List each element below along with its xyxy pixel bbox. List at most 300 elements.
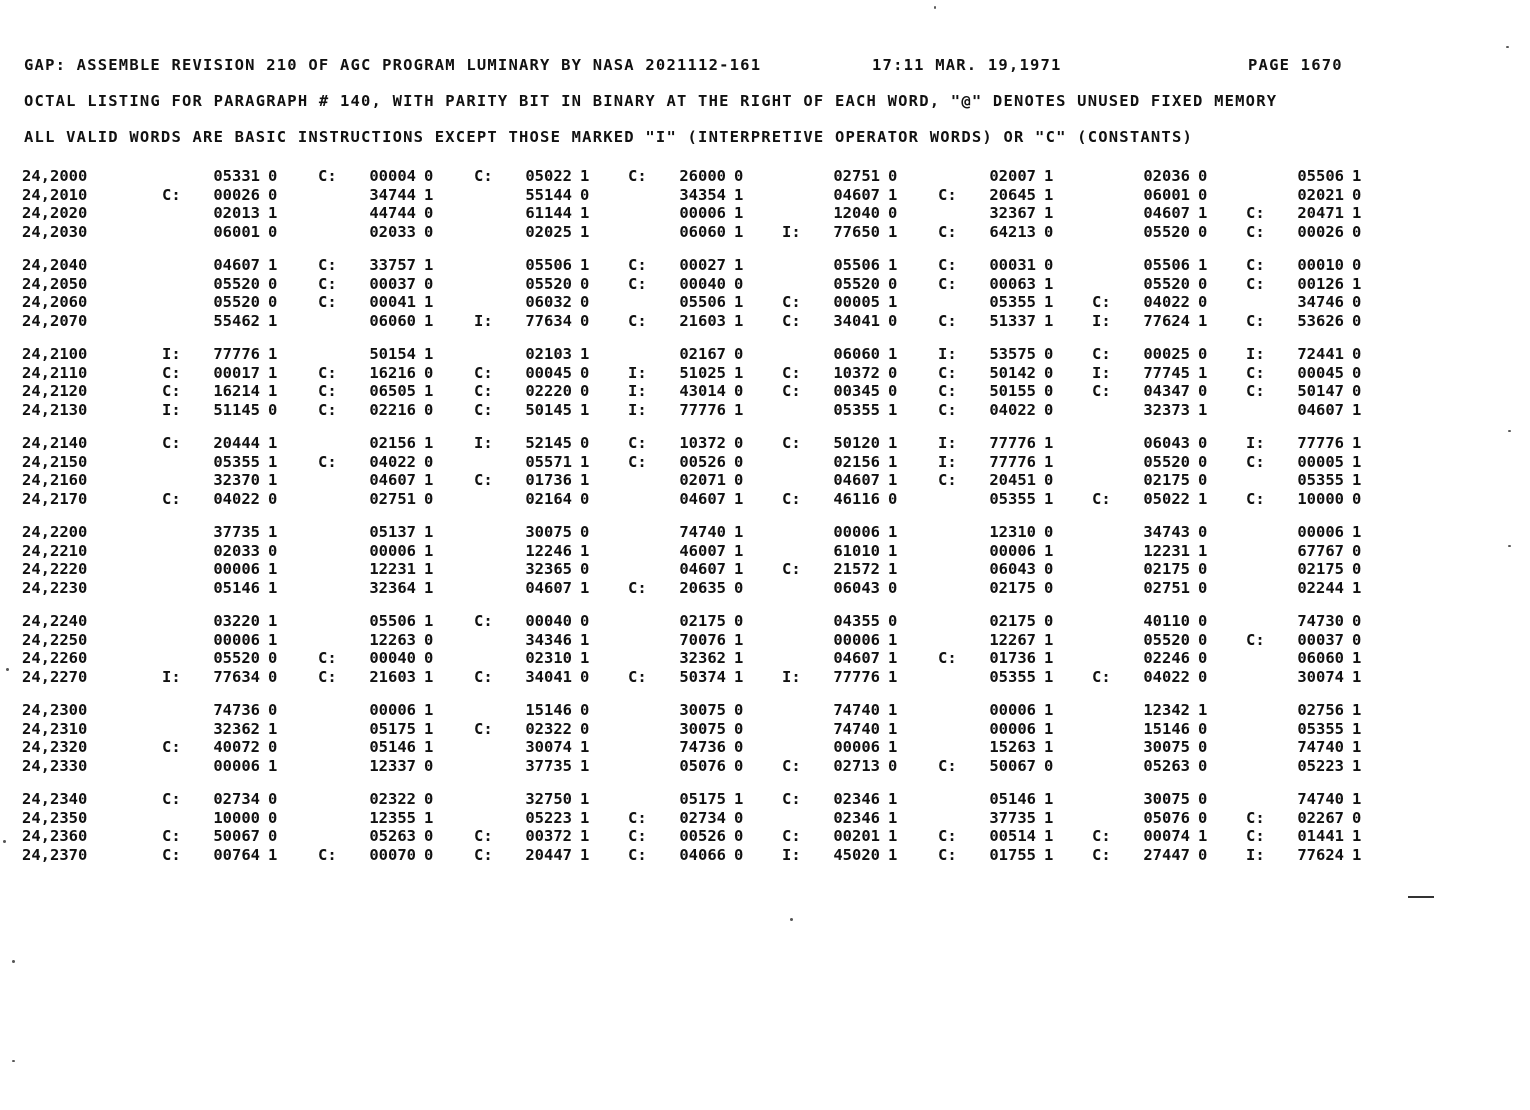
octal-word: 43014	[679, 382, 726, 400]
parity-bit: 0	[1198, 274, 1208, 293]
word-cell	[628, 668, 744, 686]
row-address: 24,2110	[22, 363, 88, 382]
parity-bit: 0	[268, 541, 278, 560]
octal-word: 77776	[1297, 434, 1344, 452]
octal-word: 04022	[989, 400, 1036, 419]
listing-row	[22, 809, 1362, 828]
parity-bit: 1	[888, 222, 898, 241]
parity-bit: 1	[1198, 827, 1208, 845]
octal-word: 05506	[679, 293, 726, 311]
parity-bit: 1	[888, 738, 898, 756]
word-cell	[162, 312, 278, 330]
word-cell	[474, 382, 590, 400]
word-cell	[782, 453, 898, 471]
parity-bit: 1	[734, 185, 744, 204]
octal-word: 37735	[989, 808, 1036, 827]
word-marker	[782, 204, 800, 222]
word-cell	[474, 757, 590, 775]
parity-bit: 1	[268, 382, 278, 400]
parity-bit: 1	[268, 523, 278, 541]
listing-block	[22, 790, 1362, 864]
word-cell	[782, 167, 898, 185]
word-marker: C:	[782, 489, 801, 508]
parity-bit: 1	[1352, 790, 1362, 808]
parity-bit: 1	[1044, 719, 1054, 738]
parity-bit: 1	[424, 471, 434, 489]
octal-word: 03220	[213, 612, 260, 630]
word-marker	[474, 631, 492, 649]
octal-word: 05520	[213, 274, 260, 293]
octal-word: 00017	[213, 363, 260, 382]
octal-word: 32750	[525, 790, 572, 808]
word-marker	[1246, 579, 1264, 597]
word-marker	[318, 471, 336, 489]
word-cell	[318, 668, 434, 686]
parity-bit: 0	[1352, 808, 1362, 827]
word-cell	[782, 809, 898, 827]
parity-bit: 0	[734, 578, 744, 597]
word-cell	[162, 345, 278, 363]
octal-word: 04607	[833, 185, 880, 204]
parity-bit: 1	[734, 256, 744, 274]
parity-bit: 0	[734, 756, 744, 775]
word-marker	[1246, 293, 1264, 311]
word-cell	[162, 364, 278, 382]
octal-word: 05223	[1297, 756, 1344, 775]
parity-bit: 1	[268, 471, 278, 489]
word-marker	[318, 701, 336, 719]
parity-bit: 0	[580, 311, 590, 330]
word-cell	[628, 312, 744, 330]
parity-bit: 0	[888, 311, 898, 330]
parity-bit: 1	[424, 541, 434, 560]
word-cell	[1246, 167, 1362, 185]
parity-bit: 1	[580, 790, 590, 808]
word-marker	[938, 809, 956, 827]
word-cell	[628, 275, 744, 293]
parity-bit: 1	[580, 649, 590, 667]
parity-bit: 0	[1044, 222, 1054, 241]
parity-bit: 0	[1044, 363, 1054, 382]
word-marker	[162, 649, 180, 667]
word-cell	[162, 846, 278, 864]
word-marker	[782, 167, 800, 185]
octal-word: 34041	[525, 667, 572, 686]
parity-bit: 1	[268, 452, 278, 471]
parity-bit: 1	[424, 667, 434, 686]
octal-word: 00025	[1143, 345, 1190, 363]
word-cell	[938, 809, 1054, 827]
parity-bit: 0	[1044, 382, 1054, 400]
parity-bit: 0	[1352, 630, 1362, 649]
word-cell	[1092, 738, 1208, 756]
word-marker	[1092, 560, 1110, 578]
parity-bit: 1	[424, 701, 434, 719]
word-cell	[474, 223, 590, 241]
parity-bit: 0	[1198, 790, 1208, 808]
listing-subtitle: OCTAL LISTING FOR PARAGRAPH # 140, WITH PARITY BIT IN BINARY AT THE RIGHT OF EACH WORD, "@" DENOTES UNUSED FIXED MEMORY	[24, 92, 1278, 110]
row-address: 24,2350	[22, 808, 88, 827]
octal-word: 12267	[989, 630, 1036, 649]
word-marker	[938, 293, 956, 311]
word-marker	[474, 809, 492, 827]
word-cell	[1246, 345, 1362, 363]
octal-word: 01736	[525, 471, 572, 489]
word-marker	[628, 720, 646, 738]
parity-bit: 0	[734, 434, 744, 452]
octal-word: 02156	[369, 434, 416, 452]
word-marker	[1246, 612, 1264, 630]
parity-bit: 0	[268, 167, 278, 185]
row-address: 24,2120	[22, 382, 88, 400]
parity-bit: 1	[1044, 434, 1054, 452]
word-marker	[1246, 668, 1264, 686]
parity-bit: 0	[424, 167, 434, 185]
parity-bit: 1	[580, 578, 590, 597]
parity-bit: 0	[1198, 719, 1208, 738]
word-cell	[628, 345, 744, 363]
parity-bit: 1	[1198, 541, 1208, 560]
word-marker: I:	[162, 667, 181, 686]
parity-bit: 1	[1352, 471, 1362, 489]
word-marker: I:	[782, 845, 801, 864]
parity-bit: 0	[1352, 612, 1362, 630]
word-cell	[1092, 453, 1208, 471]
word-cell	[318, 382, 434, 400]
octal-word: 02216	[369, 400, 416, 419]
parity-bit: 0	[1044, 345, 1054, 363]
word-marker	[1092, 186, 1110, 204]
word-marker	[318, 720, 336, 738]
octal-word: 00006	[679, 204, 726, 222]
word-marker	[782, 186, 800, 204]
word-cell	[474, 312, 590, 330]
word-cell	[1092, 668, 1208, 686]
word-marker: C:	[628, 667, 647, 686]
word-marker	[318, 345, 336, 363]
parity-bit: 0	[1198, 756, 1208, 775]
parity-bit: 0	[580, 612, 590, 630]
parity-bit: 1	[1198, 204, 1208, 222]
parity-bit: 0	[1352, 541, 1362, 560]
parity-bit: 0	[1198, 345, 1208, 363]
parity-bit: 1	[424, 523, 434, 541]
parity-bit: 1	[580, 541, 590, 560]
octal-word: 51025	[679, 363, 726, 382]
word-cell	[1246, 490, 1362, 508]
word-cell	[1092, 757, 1208, 775]
octal-word: 02033	[213, 541, 260, 560]
word-marker	[782, 401, 800, 419]
octal-word: 37735	[525, 756, 572, 775]
octal-word: 04066	[679, 845, 726, 864]
word-marker	[162, 293, 180, 311]
octal-word: 02713	[833, 756, 880, 775]
octal-word: 05223	[525, 808, 572, 827]
word-cell	[938, 345, 1054, 363]
octal-word: 50145	[525, 400, 572, 419]
parity-bit: 1	[888, 434, 898, 452]
listing-row	[22, 720, 1362, 739]
word-cell	[1246, 312, 1362, 330]
word-marker: C:	[474, 719, 493, 738]
word-cell	[782, 345, 898, 363]
parity-bit: 0	[268, 222, 278, 241]
parity-bit: 1	[734, 489, 744, 508]
octal-word: 02220	[525, 382, 572, 400]
octal-word: 51145	[213, 400, 260, 419]
word-marker	[782, 701, 800, 719]
octal-word: 50154	[369, 345, 416, 363]
octal-word: 02244	[1297, 578, 1344, 597]
octal-word: 00045	[525, 363, 572, 382]
octal-word: 05520	[525, 274, 572, 293]
parity-bit: 1	[1044, 845, 1054, 864]
parity-bit: 0	[580, 560, 590, 578]
word-marker: I:	[628, 400, 647, 419]
word-marker	[782, 631, 800, 649]
row-address: 24,2020	[22, 204, 88, 222]
word-marker	[1092, 223, 1110, 241]
octal-word: 02007	[989, 167, 1036, 185]
word-marker	[162, 542, 180, 560]
parity-bit: 0	[580, 523, 590, 541]
word-marker: C:	[938, 382, 957, 400]
word-marker	[474, 490, 492, 508]
octal-word: 05137	[369, 523, 416, 541]
word-cell	[1246, 757, 1362, 775]
word-marker	[162, 312, 180, 330]
word-marker: C:	[318, 400, 337, 419]
parity-bit: 0	[1198, 167, 1208, 185]
word-marker	[474, 204, 492, 222]
octal-word: 45020	[833, 845, 880, 864]
parity-bit: 1	[268, 719, 278, 738]
parity-bit: 0	[424, 756, 434, 775]
octal-word: 50067	[989, 756, 1036, 775]
parity-bit: 0	[734, 382, 744, 400]
octal-word: 16216	[369, 363, 416, 382]
word-cell	[318, 256, 434, 274]
octal-word: 21603	[369, 667, 416, 686]
word-cell	[1092, 701, 1208, 719]
word-marker: I:	[938, 345, 957, 363]
row-address: 24,2060	[22, 293, 88, 311]
word-cell	[1092, 223, 1208, 241]
octal-word: 02071	[679, 471, 726, 489]
word-marker	[938, 631, 956, 649]
parity-bit: 1	[580, 827, 590, 845]
parity-bit: 1	[580, 167, 590, 185]
parity-bit: 0	[580, 382, 590, 400]
word-marker	[318, 827, 336, 845]
word-marker	[782, 256, 800, 274]
word-marker: C:	[782, 756, 801, 775]
octal-word: 00041	[369, 293, 416, 311]
octal-word: 04347	[1143, 382, 1190, 400]
word-marker: I:	[1246, 434, 1265, 452]
word-cell	[938, 523, 1054, 541]
listing-row	[22, 542, 1362, 561]
parity-bit: 1	[268, 256, 278, 274]
parity-bit: 1	[1352, 523, 1362, 541]
octal-word: 04607	[525, 578, 572, 597]
word-marker	[1092, 738, 1110, 756]
word-marker	[474, 345, 492, 363]
parity-bit: 0	[424, 630, 434, 649]
parity-bit: 1	[1044, 274, 1054, 293]
word-marker: C:	[318, 452, 337, 471]
word-marker	[1246, 523, 1264, 541]
word-marker: C:	[628, 808, 647, 827]
octal-word: 00006	[369, 701, 416, 719]
parity-bit: 0	[268, 667, 278, 686]
parity-bit: 1	[580, 630, 590, 649]
word-marker	[782, 579, 800, 597]
octal-word: 00040	[369, 649, 416, 667]
word-cell	[318, 720, 434, 738]
parity-bit: 0	[888, 167, 898, 185]
word-cell	[938, 490, 1054, 508]
word-cell	[938, 382, 1054, 400]
word-marker	[474, 560, 492, 578]
octal-word: 77776	[833, 667, 880, 686]
word-cell	[938, 204, 1054, 222]
word-cell	[628, 701, 744, 719]
word-marker	[1092, 523, 1110, 541]
octal-word: 02346	[833, 808, 880, 827]
word-marker	[628, 345, 646, 363]
octal-word: 33757	[369, 256, 416, 274]
word-marker	[162, 757, 180, 775]
row-address: 24,2270	[22, 667, 88, 686]
word-cell	[1092, 382, 1208, 400]
word-marker: C:	[318, 845, 337, 864]
parity-bit: 1	[424, 612, 434, 630]
parity-bit: 1	[1198, 311, 1208, 330]
word-cell	[628, 382, 744, 400]
word-marker	[628, 542, 646, 560]
word-cell	[318, 434, 434, 452]
word-marker: C:	[318, 293, 337, 311]
octal-word: 61010	[833, 541, 880, 560]
word-marker	[938, 612, 956, 630]
word-marker	[1092, 701, 1110, 719]
word-cell	[938, 720, 1054, 738]
octal-word: 05520	[1143, 452, 1190, 471]
word-marker	[474, 542, 492, 560]
word-cell	[318, 401, 434, 419]
word-cell	[938, 275, 1054, 293]
word-marker	[1246, 186, 1264, 204]
parity-bit: 1	[424, 382, 434, 400]
octal-word: 74730	[1297, 612, 1344, 630]
word-cell	[1246, 471, 1362, 489]
parity-bit: 0	[268, 649, 278, 667]
parity-bit: 1	[268, 845, 278, 864]
octal-word: 01736	[989, 649, 1036, 667]
word-marker: C:	[318, 649, 337, 667]
word-marker	[1092, 471, 1110, 489]
word-marker: C:	[162, 827, 181, 845]
word-cell	[162, 542, 278, 560]
word-cell	[162, 560, 278, 578]
parity-bit: 1	[424, 345, 434, 363]
word-cell	[782, 846, 898, 864]
word-cell	[318, 542, 434, 560]
listing-row	[22, 846, 1362, 865]
word-marker	[938, 490, 956, 508]
octal-word: 77634	[525, 311, 572, 330]
parity-bit: 0	[1044, 612, 1054, 630]
parity-bit: 1	[888, 400, 898, 419]
octal-word: 26000	[679, 167, 726, 185]
parity-bit: 0	[580, 701, 590, 719]
octal-word: 04607	[679, 560, 726, 578]
octal-word: 10000	[213, 808, 260, 827]
word-marker	[1092, 790, 1110, 808]
word-cell	[628, 560, 744, 578]
parity-bit: 1	[580, 256, 590, 274]
octal-word: 04607	[369, 471, 416, 489]
parity-bit: 1	[888, 827, 898, 845]
parity-bit: 0	[580, 185, 590, 204]
parity-bit: 0	[734, 845, 744, 864]
octal-word: 34744	[369, 185, 416, 204]
row-address: 24,2050	[22, 274, 88, 293]
octal-word: 12337	[369, 756, 416, 775]
octal-word: 32362	[213, 719, 260, 738]
parity-bit: 1	[1044, 738, 1054, 756]
word-marker	[1092, 542, 1110, 560]
word-marker	[1092, 275, 1110, 293]
word-marker	[938, 542, 956, 560]
octal-word: 05076	[1143, 808, 1190, 827]
word-marker: C:	[474, 167, 493, 185]
row-address: 24,2040	[22, 256, 88, 274]
word-marker	[162, 223, 180, 241]
word-marker	[318, 790, 336, 808]
word-cell	[938, 846, 1054, 864]
octal-word: 02734	[213, 790, 260, 808]
octal-word: 10372	[833, 363, 880, 382]
word-marker	[782, 649, 800, 667]
parity-bit: 0	[1198, 612, 1208, 630]
parity-bit: 0	[734, 612, 744, 630]
word-marker	[474, 790, 492, 808]
word-marker: C:	[474, 845, 493, 864]
octal-word: 02751	[833, 167, 880, 185]
octal-word: 00126	[1297, 274, 1344, 293]
parity-bit: 1	[734, 790, 744, 808]
word-cell	[1092, 720, 1208, 738]
octal-word: 00026	[213, 185, 260, 204]
word-cell	[474, 186, 590, 204]
word-cell	[1092, 312, 1208, 330]
word-marker: C:	[628, 845, 647, 864]
parity-bit: 1	[1198, 701, 1208, 719]
word-cell	[938, 668, 1054, 686]
octal-word: 02322	[525, 719, 572, 738]
octal-word: 02175	[1143, 471, 1190, 489]
word-marker: I:	[782, 667, 801, 686]
word-cell	[474, 790, 590, 808]
word-marker: C:	[628, 167, 647, 185]
word-cell	[474, 827, 590, 845]
parity-bit: 1	[888, 541, 898, 560]
word-marker	[474, 223, 492, 241]
word-marker	[938, 720, 956, 738]
